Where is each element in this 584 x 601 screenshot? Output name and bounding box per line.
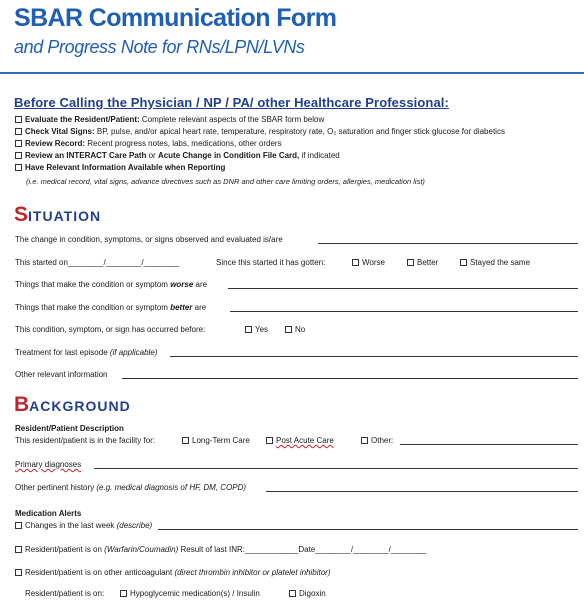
option-other[interactable]: Other: (361, 436, 393, 445)
checkbox-anticoagulant[interactable] (15, 569, 22, 576)
situation-heading: SITUATION (14, 203, 102, 226)
primary-diagnoses-label: Primary diagnoses (15, 460, 82, 469)
checklist-item-care-path: Review an INTERACT Care Path or Acute Change in Condition File Card, if indicated (15, 150, 340, 161)
changes-label: Changes in the last week (describe) (15, 521, 152, 530)
checkbox-other[interactable] (361, 437, 368, 444)
started-label: This started on________/________/________ (15, 258, 180, 267)
option-no[interactable]: No (285, 325, 305, 334)
checkbox-vitals[interactable] (15, 128, 22, 135)
option-hypoglycemic[interactable]: Hypoglycemic medication(s) / Insulin (120, 589, 260, 598)
facility-label: This resident/patient is in the facility for: (15, 436, 156, 445)
option-digoxin[interactable]: Digoxin (289, 589, 326, 598)
checklist-item-evaluate: Evaluate the Resident/Patient: Complete relevant aspects of the SBAR form below (15, 114, 324, 125)
occurred-label: This condition, symptom, or sign has occurred before: (15, 325, 206, 334)
primary-diagnoses-field[interactable] (94, 468, 578, 469)
checkbox-relevant-info[interactable] (15, 164, 22, 171)
option-stayed-same[interactable]: Stayed the same (460, 258, 530, 267)
checkbox-evaluate[interactable] (15, 116, 22, 123)
option-better[interactable]: Better (407, 258, 438, 267)
treatment-label: Treatment for last episode (if applicable) (15, 348, 158, 357)
other-info-label: Other relevant information (15, 370, 108, 379)
background-heading: BACKGROUND (14, 393, 131, 416)
checkbox-warfarin[interactable] (15, 546, 22, 553)
worse-field[interactable] (228, 288, 578, 289)
checkbox-post-acute-care[interactable] (266, 437, 273, 444)
medication-alerts-heading: Medication Alerts (15, 509, 82, 518)
checkbox-worse[interactable] (352, 259, 359, 266)
since-label: Since this started it has gotten: (216, 258, 326, 267)
checkbox-changes[interactable] (15, 522, 22, 529)
other-facility-field[interactable] (400, 444, 578, 445)
treatment-field[interactable] (170, 356, 578, 357)
checkbox-yes[interactable] (245, 326, 252, 333)
checkbox-review-record[interactable] (15, 140, 22, 147)
checkbox-long-term-care[interactable] (182, 437, 189, 444)
checklist-note: (i.e. medical record, vital signs, advance directives such as DNR and other care limiting orders, allergies, medication list) (26, 177, 425, 186)
checkbox-no[interactable] (285, 326, 292, 333)
checklist-item-relevant-info: Have Relevant Information Available when Reporting (15, 162, 225, 173)
form-title: SBAR Communication Form (14, 4, 337, 32)
checkbox-stayed-same[interactable] (460, 259, 467, 266)
form-header (0, 0, 584, 76)
option-post-acute-care[interactable]: Post Acute Care (266, 436, 334, 445)
history-label: Other pertinent history (e.g. medical diagnosis of HF, DM, COPD) (15, 483, 247, 492)
checkbox-better[interactable] (407, 259, 414, 266)
description-heading: Resident/Patient Description (15, 424, 124, 433)
checklist-item-review-record: Review Record: Recent progress notes, labs, medications, other orders (15, 138, 282, 149)
history-field[interactable] (266, 491, 578, 492)
option-worse[interactable]: Worse (352, 258, 385, 267)
change-field[interactable] (318, 243, 578, 244)
before-calling-heading: Before Calling the Physician / NP / PA/ other Healthcare Professional: (14, 95, 449, 110)
checklist-item-vitals: Check Vital Signs: BP, pulse, and/or apical heart rate, temperature, respiratory rate, O₂ saturation and finger stick glucose for diabetics (15, 126, 505, 137)
option-yes[interactable]: Yes (245, 325, 268, 334)
checkbox-hypoglycemic[interactable] (120, 590, 127, 597)
anticoagulant-row: Resident/patient is on other anticoagulant (direct thrombin inhibitor or platelet inhibitor) (15, 568, 331, 577)
changes-field[interactable] (158, 529, 578, 530)
option-long-term-care[interactable]: Long-Term Care (182, 436, 250, 445)
form-subtitle: and Progress Note for RNs/LPN/LVNs (14, 37, 305, 57)
other-info-field[interactable] (122, 378, 578, 379)
change-label: The change in condition, symptoms, or signs observed and evaluated is/are (15, 235, 283, 244)
warfarin-row: Resident/patient is on (Warfarin/Coumadin) Result of last INR:____________Date________/________/________ (15, 545, 426, 554)
better-field[interactable] (230, 311, 578, 312)
header-divider (0, 72, 584, 74)
checkbox-care-path[interactable] (15, 152, 22, 159)
better-label: Things that make the condition or symptom better are (15, 303, 207, 312)
on-label: Resident/patient is on: (25, 589, 105, 598)
checkbox-digoxin[interactable] (289, 590, 296, 597)
worse-label: Things that make the condition or symptom worse are (15, 280, 208, 289)
